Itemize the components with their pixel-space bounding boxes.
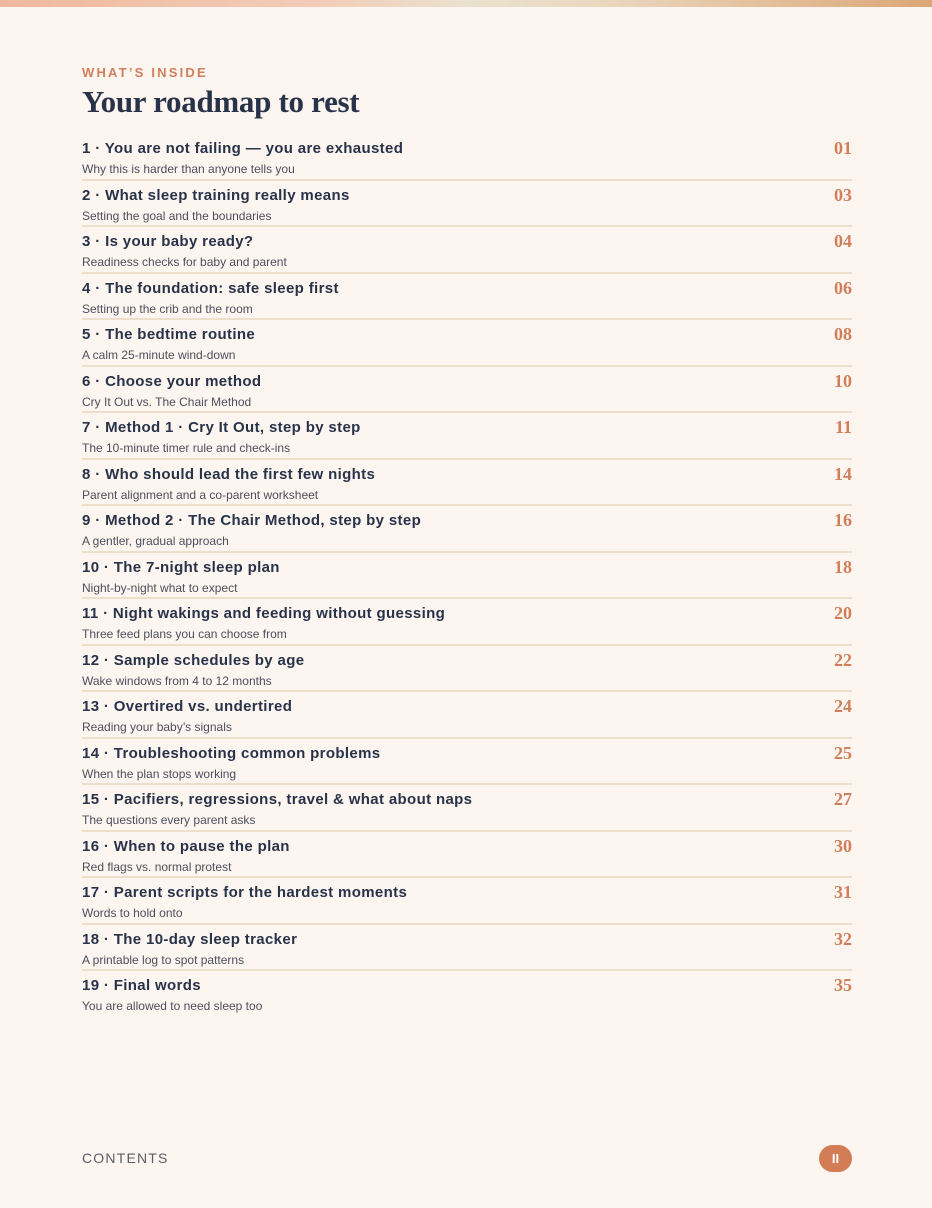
toc-entry-page-number: 25: [834, 742, 852, 763]
toc-entry-title: 6 · Choose your method: [82, 372, 262, 390]
toc-entry-title: 16 · When to pause the plan: [82, 837, 290, 855]
toc-entry-title: 12 · Sample schedules by age: [82, 651, 305, 669]
toc-entry-title: 7 · Method 1 · Cry It Out, step by step: [82, 419, 361, 436]
toc-entry[interactable]: [82, 646, 852, 693]
toc-entry[interactable]: [82, 739, 852, 786]
toc-entry-subtitle: Red flags vs. normal protest: [82, 859, 232, 874]
toc-entry-subtitle: The questions every parent asks: [82, 813, 256, 827]
toc-entry[interactable]: [82, 227, 852, 274]
toc-entry-title: 1 · You are not failing — you are exhausted: [82, 140, 404, 157]
toc-entry[interactable]: [82, 553, 852, 600]
toc-entry-subtitle: Parent alignment and a co-parent worksheet: [82, 487, 319, 502]
toc-entry-title: 18 · The 10-day sleep tracker: [82, 930, 298, 948]
toc-entry-page-number: 04: [834, 231, 852, 251]
toc-entry[interactable]: [82, 460, 852, 507]
toc-entry-subtitle: You are allowed to need sleep too: [82, 999, 263, 1013]
toc-entry-page-number: 10: [834, 370, 852, 391]
toc-entry-subtitle: A gentler, gradual approach: [82, 534, 229, 548]
toc-entry[interactable]: [82, 878, 852, 925]
toc-entry-title: 9 · Method 2 · The Chair Method, step by step: [82, 512, 422, 529]
section-eyebrow: WHAT’S INSIDE: [82, 65, 208, 80]
toc-entry-title: 2 · What sleep training really means: [82, 186, 350, 204]
page-number-badge: II: [819, 1145, 852, 1172]
toc-entry-title: 13 · Overtired vs. undertired: [82, 698, 293, 715]
toc-entry[interactable]: [82, 320, 852, 367]
toc-entry-page-number: 27: [834, 789, 852, 809]
toc-entry[interactable]: [82, 599, 852, 646]
toc-entry[interactable]: [82, 971, 852, 1018]
toc-entry-page-number: 24: [834, 696, 852, 716]
toc-entry-page-number: 01: [834, 138, 852, 158]
footer-section-label: CONTENTS: [82, 1150, 169, 1166]
toc-entry[interactable]: [82, 134, 852, 181]
toc-entry-title: 4 · The foundation: safe sleep first: [82, 279, 339, 297]
toc-entry[interactable]: [82, 367, 852, 414]
toc-entry-page-number: 20: [834, 603, 852, 623]
toc-entry-page-number: 32: [834, 928, 852, 949]
toc-entry-page-number: 14: [834, 463, 852, 484]
toc-entry-subtitle: Reading your baby’s signals: [82, 720, 232, 734]
toc-entry-subtitle: Setting up the crib and the room: [82, 301, 253, 316]
toc-entry-page-number: 30: [834, 835, 852, 856]
toc-entry[interactable]: [82, 274, 852, 321]
toc-entry-subtitle: Words to hold onto: [82, 906, 183, 920]
toc-entry[interactable]: [82, 506, 852, 553]
toc-entry[interactable]: [82, 413, 852, 460]
toc-entry-page-number: 35: [834, 975, 852, 995]
toc-entry-subtitle: Readiness checks for baby and parent: [82, 255, 287, 269]
toc-entry-title: 11 · Night wakings and feeding without guessing: [82, 605, 446, 622]
toc-entry-title: 17 · Parent scripts for the hardest moments: [82, 884, 408, 901]
toc-entry[interactable]: [82, 692, 852, 739]
toc-entry-page-number: 06: [834, 277, 852, 298]
toc-entry-page-number: 31: [834, 882, 852, 902]
toc-entry-subtitle: A printable log to spot patterns: [82, 952, 245, 967]
toc-entry-page-number: 08: [834, 324, 852, 344]
toc-entry-title: 3 · Is your baby ready?: [82, 233, 254, 250]
toc-entry-subtitle: Cry It Out vs. The Chair Method: [82, 394, 252, 409]
toc-entry-title: 15 · Pacifiers, regressions, travel & what about naps: [82, 791, 473, 808]
top-gradient-bar: [0, 0, 932, 7]
toc-entry-subtitle: Night-by-night what to expect: [82, 580, 238, 595]
toc-entry[interactable]: [82, 181, 852, 228]
toc-entry-title: 19 · Final words: [82, 977, 201, 994]
toc-entry-page-number: 16: [834, 510, 852, 530]
toc-entry[interactable]: [82, 832, 852, 879]
toc-entry-subtitle: Setting the goal and the boundaries: [82, 208, 272, 223]
toc-entry-subtitle: The 10-minute timer rule and check-ins: [82, 441, 291, 455]
toc-entry-page-number: 03: [834, 184, 852, 205]
toc-entry-subtitle: When the plan stops working: [82, 766, 237, 781]
table-of-contents: [82, 134, 852, 1018]
toc-entry-page-number: 11: [834, 417, 852, 437]
toc-entry-page-number: 22: [834, 649, 852, 670]
toc-entry-subtitle: A calm 25-minute wind-down: [82, 348, 236, 362]
toc-entry-subtitle: Wake windows from 4 to 12 months: [82, 673, 272, 688]
toc-entry-page-number: 18: [834, 556, 852, 577]
toc-entry-title: 10 · The 7-night sleep plan: [82, 558, 280, 576]
toc-entry[interactable]: [82, 785, 852, 832]
toc-entry-subtitle: Why this is harder than anyone tells you: [82, 162, 295, 176]
toc-entry-subtitle: Three feed plans you can choose from: [82, 627, 287, 641]
toc-entry[interactable]: [82, 925, 852, 972]
toc-entry-title: 14 · Troubleshooting common problems: [82, 744, 381, 762]
toc-entry-title: 5 · The bedtime routine: [82, 326, 256, 343]
page-title: Your roadmap to rest: [82, 84, 360, 119]
toc-entry-title: 8 · Who should lead the first few nights: [82, 465, 376, 483]
